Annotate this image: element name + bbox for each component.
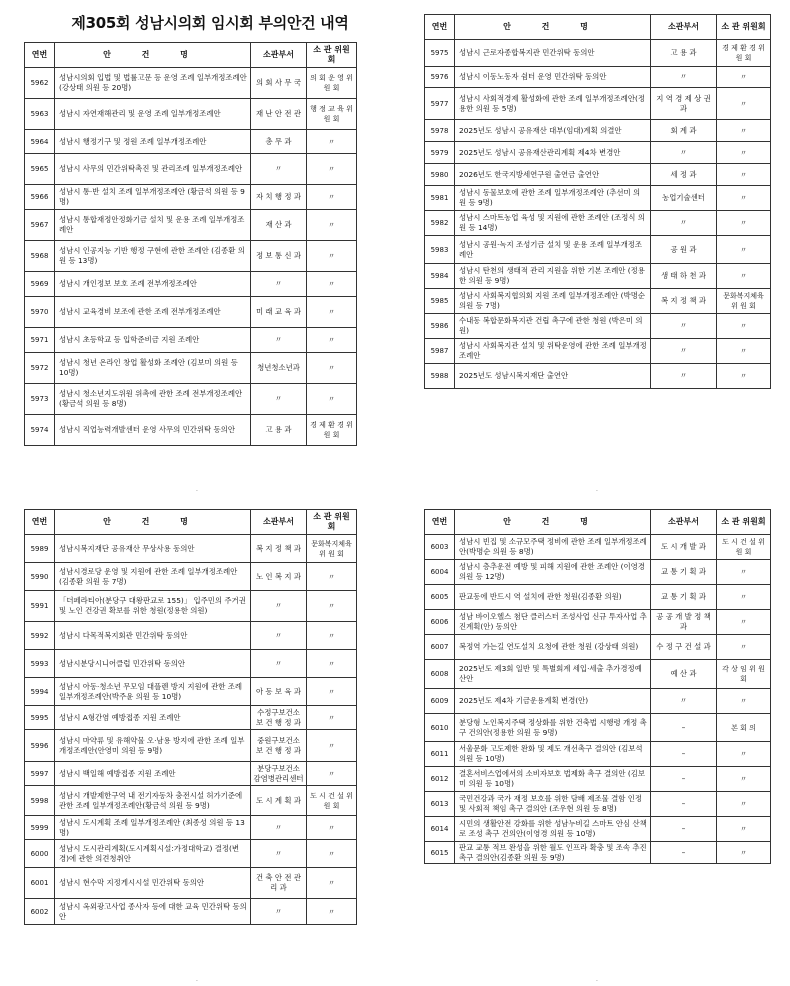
table-row [425, 289, 771, 314]
agenda-title: 「더페라티아(분당구 대왕판교로 155)」 입주민의 주거권 및 노인 건강권 확보를 위한 청원(정용한 의원) [55, 591, 251, 622]
agenda-number: 5994 [25, 678, 55, 706]
agenda-number: 6008 [425, 660, 455, 689]
agenda-number: 6004 [425, 560, 455, 585]
agenda-number: 6002 [25, 899, 55, 925]
agenda-table [24, 509, 357, 925]
committee: 〃 [717, 164, 771, 186]
agenda-number: 5978 [425, 120, 455, 142]
agenda-title: 성남시 자연재해관리 및 운영 조례 일부개정조례안 [55, 99, 251, 130]
table-row [25, 762, 357, 786]
table-row [25, 535, 357, 563]
agenda-title: 성남시 아동·청소년 무모임 대플렌 방지 지원에 관한 조례 일부개정조례안(박주윤 의원 등 10명) [55, 678, 251, 706]
agenda-number: 6001 [25, 868, 55, 899]
department: 〃 [251, 622, 307, 650]
committee: 경 제 환 경 위 원 회 [307, 415, 357, 446]
agenda-title: 성남시 현수막 지정게시시설 민간위탁 동의안 [55, 868, 251, 899]
agenda-table [424, 14, 771, 389]
agenda-title: 성남시 직업능력개발센터 운영 사무의 민간위탁 동의안 [55, 415, 251, 446]
agenda-title: 성남시 층추운전 예방 및 피해 지원에 관한 조례안 (이영경 의원 등 12명) [455, 560, 651, 585]
table-row [425, 67, 771, 88]
agenda-number: 5988 [425, 364, 455, 389]
agenda-number: 5963 [25, 99, 55, 130]
agenda-title: 성남시 사무의 민간위탁촉진 및 관리조례 일부개정조례안 [55, 154, 251, 185]
agenda-number: 5987 [425, 339, 455, 364]
committee: 〃 [717, 560, 771, 585]
column-header-committee: 소 관 위원회 [307, 510, 357, 535]
table-row [25, 384, 357, 415]
agenda-number: 5999 [25, 816, 55, 840]
committee: 〃 [717, 88, 771, 120]
page-mark: · [596, 978, 598, 985]
agenda-number: 5977 [425, 88, 455, 120]
agenda-title: 서울문화 고도제한 완화 및 제도 개선촉구 결의안 (김보석 의원 등 10명) [455, 742, 651, 767]
agenda-title: 성남시 개인정보 보호 조례 전부개정조례안 [55, 272, 251, 297]
agenda-number: 5971 [25, 328, 55, 353]
department: 〃 [251, 840, 307, 868]
department: 〃 [251, 816, 307, 840]
department: 총 무 과 [251, 130, 307, 154]
committee: 〃 [717, 689, 771, 714]
agenda-title: 성남시 빈집 및 소규모주택 정비에 관한 조례 일부개정조례안(박명순 의원 등 8명) [455, 535, 651, 560]
committee: 〃 [307, 730, 357, 762]
committee: 〃 [307, 297, 357, 328]
agenda-number: 6005 [425, 585, 455, 610]
agenda-title: 복정역 가는길 연도설치 요청에 관한 청원 (강상태 의원) [455, 635, 651, 660]
agenda-title: 2025년도 성남시 공유재산 대부(임대)계획 의결안 [455, 120, 651, 142]
agenda-title: 성남시복지재단 공유재산 무상사용 동의안 [55, 535, 251, 563]
document-title: 제305회 성남시의회 임시회 부의안건 내역 [71, 14, 349, 32]
agenda-title: 성남시 도시계획 조례 일부개정조례안 (최종성 의원 등 13명) [55, 816, 251, 840]
department: 〃 [651, 314, 717, 339]
table-row [425, 585, 771, 610]
agenda-number: 5983 [425, 236, 455, 264]
table-row [25, 415, 357, 446]
table-row [425, 792, 771, 817]
committee: 행 정 교 육 위 원 회 [307, 99, 357, 130]
table-row [25, 353, 357, 384]
column-header-name: 안 건 명 [455, 510, 651, 535]
table-row [25, 563, 357, 591]
agenda-number: 5998 [25, 786, 55, 816]
department: 생 태 하 천 과 [651, 264, 717, 289]
agenda-title: 성남시 청년 온라인 창업 활성화 조례안 (김보미 의원 등 10명) [55, 353, 251, 384]
agenda-number: 5989 [25, 535, 55, 563]
agenda-number: 6013 [425, 792, 455, 817]
column-header-dept: 소관부서 [651, 15, 717, 40]
table-row [425, 660, 771, 689]
table-row [425, 314, 771, 339]
agenda-number: 5962 [25, 68, 55, 99]
agenda-number: 6011 [425, 742, 455, 767]
agenda-title: 성남시 교육경비 보조에 관한 조례 전부개정조례안 [55, 297, 251, 328]
panel-bottom-left [24, 509, 356, 925]
agenda-title: 성남시 사회적경제 활성화에 관한 조례 일부개정조례안(정용한 의원 등 5명) [455, 88, 651, 120]
department: 〃 [651, 211, 717, 236]
committee: 의 회 운 영 위 원 회 [307, 68, 357, 99]
agenda-title: 시민의 생활안전 강화를 위한 성남누비길 스마트 안심 산책로 조성 촉구 건의안(이영경 의원 등 10명) [455, 817, 651, 842]
column-header-no: 연번 [425, 510, 455, 535]
committee: 〃 [307, 563, 357, 591]
panel-bottom-right [424, 509, 770, 864]
column-header-name: 안 건 명 [55, 510, 251, 535]
committee: 〃 [307, 185, 357, 210]
table-row [425, 842, 771, 864]
agenda-number: 5995 [25, 706, 55, 730]
department: 〃 [651, 364, 717, 389]
committee: 〃 [717, 211, 771, 236]
agenda-number: 5964 [25, 130, 55, 154]
committee: 〃 [717, 742, 771, 767]
table-row [25, 154, 357, 185]
agenda-title: 국민건강과 국가 재정 보호를 위한 담배 제조물 결함 인정 및 사회적 책임 촉구 결의안 (조우현 의원 등 8명) [455, 792, 651, 817]
table-row [25, 868, 357, 899]
agenda-title: 성남시 개발제한구역 내 전기자동차 충전시설 허가기준에 관한 조례 일부개정조례안(황금석 의원 등 9명) [55, 786, 251, 816]
column-header-committee: 소 관 위원회 [307, 43, 357, 68]
department: 재 산 과 [251, 210, 307, 241]
department: 공 원 과 [651, 236, 717, 264]
table-row [425, 211, 771, 236]
department: 청년청소년과 [251, 353, 307, 384]
committee: 〃 [307, 678, 357, 706]
agenda-number: 5992 [25, 622, 55, 650]
committee: 〃 [307, 353, 357, 384]
department: 중원구보건소 보 건 행 정 과 [251, 730, 307, 762]
agenda-title: 성남시 통합재정안정화기금 설치 및 운용 조례 일부개정조례안 [55, 210, 251, 241]
committee: 경 제 환 경 위 원 회 [717, 40, 771, 67]
agenda-number: 5979 [425, 142, 455, 164]
column-header-committee: 소 관 위원회 [717, 15, 771, 40]
agenda-number: 5969 [25, 272, 55, 297]
agenda-number: 5985 [425, 289, 455, 314]
agenda-title: 성남 바이오헬스 첨단 클러스터 조성사업 신규 투자사업 추진계획(안) 동의안 [455, 610, 651, 635]
committee: 〃 [307, 622, 357, 650]
committee: 〃 [717, 767, 771, 792]
agenda-number: 5967 [25, 210, 55, 241]
agenda-table [424, 509, 771, 864]
table-row [25, 241, 357, 272]
agenda-number: 5975 [425, 40, 455, 67]
table-row [25, 678, 357, 706]
department: 지 역 경 제 상 권 과 [651, 88, 717, 120]
agenda-number: 5991 [25, 591, 55, 622]
committee: 각 상 임 위 원 회 [717, 660, 771, 689]
agenda-number: 6014 [425, 817, 455, 842]
agenda-number: 5968 [25, 241, 55, 272]
department: 예 산 과 [651, 660, 717, 689]
committee: 〃 [717, 792, 771, 817]
committee: 〃 [307, 650, 357, 678]
column-header-no: 연번 [25, 510, 55, 535]
agenda-title: 2025년도 제4차 기금운용계획 변경(안) [455, 689, 651, 714]
department: 〃 [651, 67, 717, 88]
committee: 〃 [307, 899, 357, 925]
table-row [425, 264, 771, 289]
committee: 본 회 의 [717, 714, 771, 742]
agenda-number: 5997 [25, 762, 55, 786]
committee: 〃 [717, 339, 771, 364]
department: 복 지 정 책 과 [651, 289, 717, 314]
committee: 도 시 건 설 위 원 회 [307, 786, 357, 816]
table-row [425, 767, 771, 792]
department: 〃 [251, 154, 307, 185]
column-header-dept: 소관부서 [251, 510, 307, 535]
department: 〃 [251, 272, 307, 297]
agenda-number: 5970 [25, 297, 55, 328]
panel-top-left [24, 42, 356, 446]
table-row [25, 622, 357, 650]
committee: 〃 [307, 328, 357, 353]
agenda-title: 결혼서비스업에서의 소비자보호 법제화 촉구 결의안 (김보미 의원 등 10명) [455, 767, 651, 792]
department: 세 정 과 [651, 164, 717, 186]
department: 분당구보건소 감염병관리센터 [251, 762, 307, 786]
table-row [425, 817, 771, 842]
column-header-committee: 소 관 위원회 [717, 510, 771, 535]
agenda-title: 성남시 다목적복지회관 민간위탁 동의안 [55, 622, 251, 650]
agenda-number: 5966 [25, 185, 55, 210]
department: 농업기술센터 [651, 186, 717, 211]
department: 건 축 안 전 관 리 과 [251, 868, 307, 899]
agenda-title: 성남시 탄천의 생태적 관리 지원을 위한 기본 조례안 (정용한 의원 등 9명) [455, 264, 651, 289]
table-row [425, 164, 771, 186]
committee: 〃 [307, 130, 357, 154]
agenda-title: 성남시 도시관리계획(도시계획시설:가정대학교) 결정(변경)에 관한 의견청취안 [55, 840, 251, 868]
agenda-title: 성남시 백일해 예방접종 지원 조례안 [55, 762, 251, 786]
agenda-title: 성남시 이동노동자 쉼터 운영 민간위탁 동의안 [455, 67, 651, 88]
committee: 〃 [307, 384, 357, 415]
table-row [425, 88, 771, 120]
committee: 〃 [717, 142, 771, 164]
agenda-title: 2025년도 성남시복지재단 출연안 [455, 364, 651, 389]
table-row [425, 689, 771, 714]
agenda-title: 분당형 노인복지주택 정상화를 위한 건축법 시행령 개정 촉구 건의안(정용한 의원 등 9명) [455, 714, 651, 742]
committee: 도 시 건 설 위 원 회 [717, 535, 771, 560]
department: 교 통 기 획 과 [651, 560, 717, 585]
table-row [25, 786, 357, 816]
agenda-title: 성남시분당시니어클럽 민간위탁 동의안 [55, 650, 251, 678]
table-row [425, 742, 771, 767]
committee: 〃 [307, 840, 357, 868]
table-row [25, 68, 357, 99]
agenda-number: 6012 [425, 767, 455, 792]
department: – [651, 817, 717, 842]
committee: 〃 [717, 585, 771, 610]
department: 〃 [251, 384, 307, 415]
committee: 〃 [717, 120, 771, 142]
agenda-title: 성남시 옥외광고사업 종사자 등에 대한 교육 민간위탁 동의안 [55, 899, 251, 925]
department: 자 치 행 정 과 [251, 185, 307, 210]
table-row [425, 186, 771, 211]
department: 〃 [251, 650, 307, 678]
department: 공 공 개 발 정 책 과 [651, 610, 717, 635]
column-header-name: 안 건 명 [455, 15, 651, 40]
agenda-title: 판교 교통 적브 완성을 위한 월도 인프라 확충 및 조속 추진 촉구 결의안(김종환 의원 등 9명) [455, 842, 651, 864]
committee: 〃 [717, 842, 771, 864]
table-row [25, 185, 357, 210]
department: – [651, 742, 717, 767]
department: 노 인 복 지 과 [251, 563, 307, 591]
agenda-number: 6003 [425, 535, 455, 560]
department: 수 정 구 건 설 과 [651, 635, 717, 660]
agenda-number: 5996 [25, 730, 55, 762]
table-row [25, 706, 357, 730]
table-row [425, 236, 771, 264]
department: – [651, 767, 717, 792]
agenda-title: 성남시 청소년지도위원 위촉에 관한 조례 전부개정조례안(황금석 의원 등 8명) [55, 384, 251, 415]
department: 교 통 기 획 과 [651, 585, 717, 610]
committee: 〃 [307, 591, 357, 622]
department: 재 난 안 전 관 [251, 99, 307, 130]
agenda-title: 2026년도 한국지방세연구원 출연금 출연안 [455, 164, 651, 186]
committee: 〃 [307, 272, 357, 297]
table-row [425, 714, 771, 742]
committee: 문화복지체육 위 원 회 [717, 289, 771, 314]
department: 〃 [651, 142, 717, 164]
table-row [25, 591, 357, 622]
table-row [425, 610, 771, 635]
column-header-no: 연번 [425, 15, 455, 40]
agenda-number: 5974 [25, 415, 55, 446]
committee: 〃 [307, 154, 357, 185]
column-header-name: 안 건 명 [55, 43, 251, 68]
table-row [425, 364, 771, 389]
agenda-title: 성남시 근로자종합복지관 민간위탁 동의안 [455, 40, 651, 67]
agenda-number: 5993 [25, 650, 55, 678]
table-row [425, 120, 771, 142]
agenda-number: 5990 [25, 563, 55, 591]
committee: 〃 [307, 210, 357, 241]
table-row [425, 40, 771, 67]
table-row [25, 99, 357, 130]
agenda-title: 성남시 인공지능 기반 행정 구현에 관한 조례안 (김종환 의원 등 13명) [55, 241, 251, 272]
agenda-number: 6007 [425, 635, 455, 660]
agenda-number: 5986 [425, 314, 455, 339]
table-row [425, 635, 771, 660]
column-header-dept: 소관부서 [651, 510, 717, 535]
department: 〃 [651, 339, 717, 364]
committee: 〃 [717, 67, 771, 88]
committee: 〃 [307, 868, 357, 899]
table-row [25, 816, 357, 840]
department: 〃 [251, 328, 307, 353]
agenda-title: 판교동에 반드시 역 설치에 관한 청원(김종환 의원) [455, 585, 651, 610]
agenda-number: 6000 [25, 840, 55, 868]
department: 〃 [251, 899, 307, 925]
department: 미 래 교 육 과 [251, 297, 307, 328]
department: – [651, 792, 717, 817]
committee: 〃 [717, 264, 771, 289]
agenda-number: 5980 [425, 164, 455, 186]
agenda-number: 5973 [25, 384, 55, 415]
agenda-number: 5982 [425, 211, 455, 236]
department: 복 지 정 책 과 [251, 535, 307, 563]
department: 아 동 보 육 과 [251, 678, 307, 706]
department: 도 시 개 발 과 [651, 535, 717, 560]
agenda-title: 성남시 A형간염 예방접종 지원 조례안 [55, 706, 251, 730]
department: 〃 [251, 591, 307, 622]
department: 정 보 통 신 과 [251, 241, 307, 272]
committee: 〃 [307, 762, 357, 786]
agenda-number: 6006 [425, 610, 455, 635]
committee: 〃 [307, 816, 357, 840]
column-header-no: 연번 [25, 43, 55, 68]
table-row [25, 130, 357, 154]
table-row [25, 899, 357, 925]
table-row [425, 339, 771, 364]
agenda-title: 성남시 공원·녹지 조성기금 설치 및 운용 조례 일부개정조례안 [455, 236, 651, 264]
agenda-number: 5984 [425, 264, 455, 289]
agenda-table [24, 42, 357, 446]
committee: 〃 [307, 241, 357, 272]
agenda-number: 5976 [425, 67, 455, 88]
committee: 〃 [717, 314, 771, 339]
department: 〃 [651, 689, 717, 714]
agenda-number: 5965 [25, 154, 55, 185]
panel-top-right [424, 14, 770, 389]
committee: 〃 [307, 706, 357, 730]
committee: 문화복지체육 위 원 회 [307, 535, 357, 563]
agenda-title: 성남시 초등학교 등 입학준비금 지원 조례안 [55, 328, 251, 353]
agenda-title: 성남시의회 입법 및 법률고문 등 운영 조례 일부개정조례안(강상태 의원 등 20명) [55, 68, 251, 99]
department: – [651, 842, 717, 864]
agenda-title: 성남시 스마트농업 육성 및 지원에 관한 조례안 (조정식 의원 등 14명) [455, 211, 651, 236]
column-header-dept: 소관부서 [251, 43, 307, 68]
table-row [425, 560, 771, 585]
department: 수정구보건소 보 건 행 정 과 [251, 706, 307, 730]
department: 고 용 과 [651, 40, 717, 67]
department: 의 회 사 무 국 [251, 68, 307, 99]
agenda-number: 5972 [25, 353, 55, 384]
table-row [25, 210, 357, 241]
committee: 〃 [717, 364, 771, 389]
agenda-number: 6009 [425, 689, 455, 714]
agenda-number: 6015 [425, 842, 455, 864]
agenda-number: 5981 [425, 186, 455, 211]
agenda-title: 성남시 통·반 설치 조례 일부개정조례안 (황금석 의원 등 9명) [55, 185, 251, 210]
agenda-title: 수내동 복합문화복지관 건립 촉구에 관한 청원 (박은미 의원) [455, 314, 651, 339]
department: 도 시 계 획 과 [251, 786, 307, 816]
agenda-number: 6010 [425, 714, 455, 742]
agenda-title: 성남시경로당 운영 및 지원에 관한 조례 일부개정조례안(김종환 의원 등 7명) [55, 563, 251, 591]
agenda-title: 성남시 사회복지관 설치 및 위탁운영에 관한 조례 일부개정조례안 [455, 339, 651, 364]
committee: 〃 [717, 635, 771, 660]
agenda-title: 2025년도 성남시 공유재산관리계획 제4차 변경안 [455, 142, 651, 164]
committee: 〃 [717, 610, 771, 635]
agenda-title: 성남시 행정기구 및 정원 조례 일부개정조례안 [55, 130, 251, 154]
department: – [651, 714, 717, 742]
committee: 〃 [717, 186, 771, 211]
table-row [25, 297, 357, 328]
table-row [25, 730, 357, 762]
table-row [425, 142, 771, 164]
table-row [25, 272, 357, 297]
table-row [25, 650, 357, 678]
committee: 〃 [717, 817, 771, 842]
page-mark: · [196, 488, 198, 495]
department: 회 계 과 [651, 120, 717, 142]
page-mark: · [596, 488, 598, 495]
table-row [25, 840, 357, 868]
agenda-title: 성남시 사회복지협의회 지원 조례 일부개정조례안 (박명순 의원 등 7명) [455, 289, 651, 314]
page-mark: · [196, 978, 198, 985]
department: 고 용 과 [251, 415, 307, 446]
agenda-title: 성남시 마약류 및 유해약물 오·남용 방지에 관한 조례 일부개정조례안(안영미 의원 등 9명) [55, 730, 251, 762]
agenda-title: 성남시 동물보호에 관한 조례 일부개정조례안 (추선미 의원 등 9명) [455, 186, 651, 211]
table-row [425, 535, 771, 560]
committee: 〃 [717, 236, 771, 264]
table-row [25, 328, 357, 353]
agenda-title: 2025년도 제3회 일반 및 특별회계 세입·세출 추가경정예산안 [455, 660, 651, 689]
